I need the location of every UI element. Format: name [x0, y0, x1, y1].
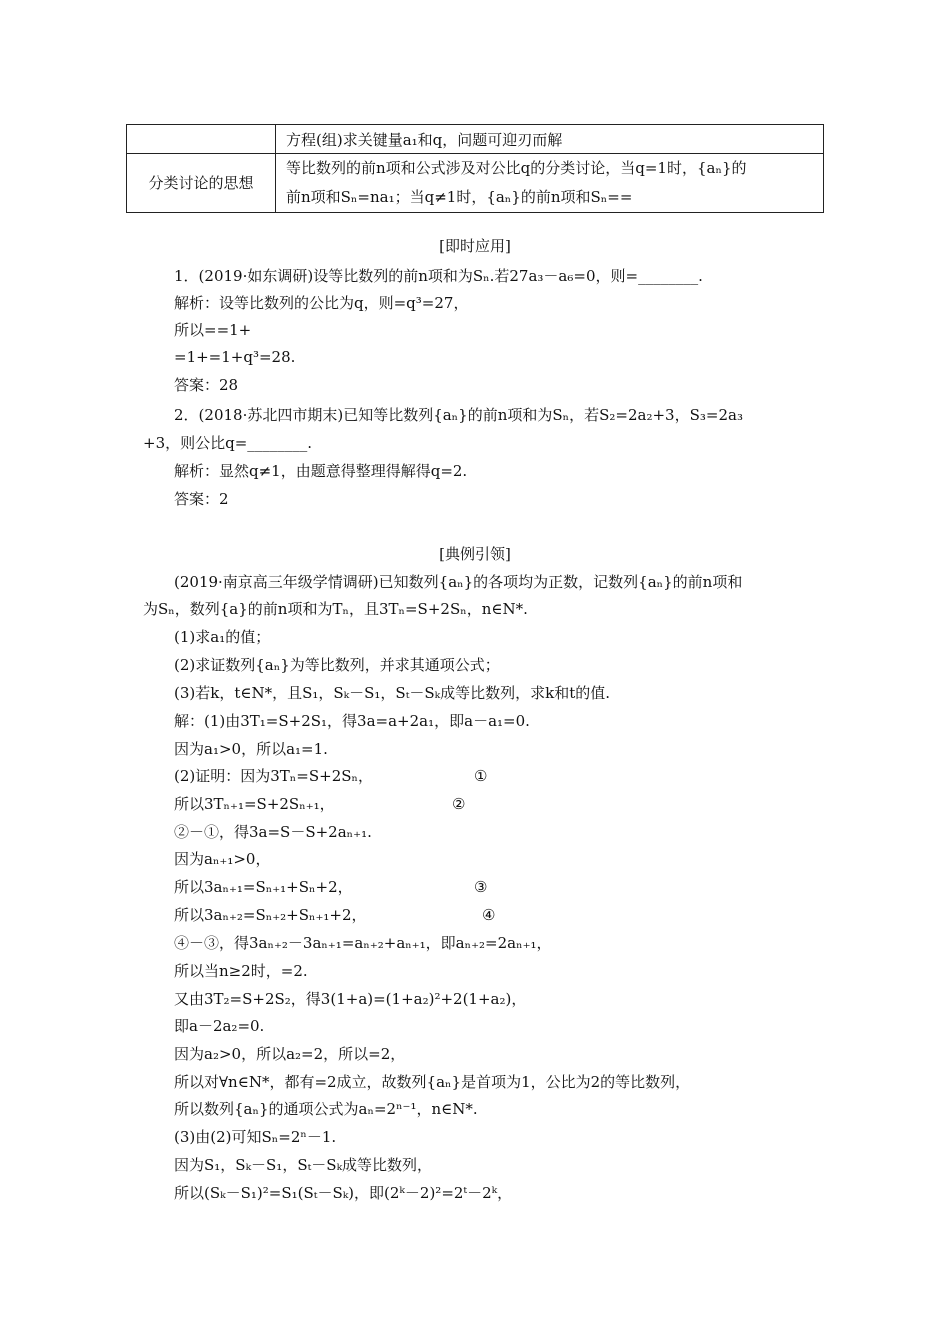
text-line: 2．(2018·苏北四市期末)已知等比数列{aₙ}的前n项和为Sₙ，若S₂=2a₂+3，S₃=2a₃	[174, 406, 743, 424]
text-line: (2)求证数列{aₙ}为等比数列，并求其通项公式；	[174, 656, 500, 674]
text-line: 即a－2a₂=0.	[174, 1017, 265, 1035]
text-line: 解：(1)由3T₁=S+2S₁，得3a=a+2a₁，即a－a₁=0.	[174, 712, 530, 730]
text-line: ②－①，得3a=S－S+2aₙ₊₁.	[174, 823, 372, 841]
text-line: 因为aₙ₊₁>0，	[174, 850, 271, 868]
text-line: (2)证明：因为3Tₙ=S+2Sₙ，	[174, 767, 374, 785]
text-line: 所以3aₙ₊₂=Sₙ₊₂+Sₙ₊₁+2，	[174, 906, 367, 924]
text-line: 为Sₙ，数列{a}的前n项和为Tₙ，且3Tₙ=S+2Sₙ，n∈N*.	[143, 600, 528, 618]
text-line: 又由3T₂=S+2S₂，得3(1+a)=(1+a₂)²+2(1+a₂)，	[174, 990, 527, 1008]
text-line: =1+=1+q³=28.	[174, 348, 296, 366]
table-cell: 分类讨论的思想	[127, 154, 276, 213]
table-cell-line: 等比数列的前n项和公式涉及对公比q的分类讨论，当q=1时，{aₙ}的	[286, 159, 747, 177]
text-line: 所以数列{aₙ}的通项公式为aₙ=2ⁿ⁻¹，n∈N*.	[174, 1100, 478, 1118]
table-row	[127, 125, 824, 154]
text-line: 因为S₁，Sₖ－S₁，Sₜ－Sₖ成等比数列，	[174, 1156, 433, 1174]
table-cell-line: 前n项和Sₙ=na₁；当q≠1时，{aₙ}的前n项和Sₙ==	[286, 188, 633, 206]
equation-marker: ②	[452, 795, 466, 813]
equation-marker: ④	[482, 906, 496, 924]
text-line: 所以对∀n∈N*，都有=2成立，故数列{aₙ}是首项为1，公比为2的等比数列，	[174, 1073, 691, 1091]
table-cell	[276, 154, 824, 213]
text-line: 因为a₂>0，所以a₂=2，所以=2，	[174, 1045, 406, 1063]
text-line: 解析：设等比数列的公比为q，则=q³=27，	[174, 294, 469, 312]
text-line: 所以3aₙ₊₁=Sₙ₊₁+Sₙ+2，	[174, 878, 353, 896]
table-cell	[127, 125, 276, 154]
section-title: [即时应用]	[439, 237, 511, 255]
text-line: 所以当n≥2时，=2.	[174, 962, 308, 980]
text-line: 解析：显然q≠1，由题意得整理得解得q=2.	[174, 462, 468, 480]
text-line: ④－③，得3aₙ₊₂－3aₙ₊₁=aₙ₊₂+aₙ₊₁，即aₙ₊₂=2aₙ₊₁，	[174, 934, 552, 952]
text-line: (2019·南京高三年级学情调研)已知数列{aₙ}的各项均为正数，记数列{aₙ}的前n项和	[174, 573, 743, 591]
text-line: 1．(2019·如东调研)设等比数列的前n项和为Sₙ.若27a₃－a₆=0，则=________.	[174, 267, 703, 285]
equation-marker: ①	[474, 767, 488, 785]
text-line: 所以3Tₙ₊₁=S+2Sₙ₊₁，	[174, 795, 335, 813]
text-line: (3)由(2)可知Sₙ=2ⁿ－1.	[174, 1128, 337, 1146]
text-line: (1)求a₁的值；	[174, 628, 271, 646]
text-line: 答案：2	[174, 490, 229, 508]
method-table	[126, 124, 824, 213]
equation-marker: ③	[474, 878, 488, 896]
text-line: 所以==1+	[174, 321, 252, 339]
text-line: +3，则公比q=________.	[143, 434, 313, 452]
table-row	[127, 154, 824, 213]
text-line: 因为a₁>0，所以a₁=1.	[174, 740, 328, 758]
text-line: 所以(Sₖ－S₁)²=S₁(Sₜ－Sₖ)，即(2ᵏ－2)²=2ᵗ－2ᵏ，	[174, 1184, 513, 1202]
text-line: (3)若k，t∈N*，且S₁，Sₖ－S₁，Sₜ－Sₖ成等比数列，求k和t的值.	[174, 684, 611, 702]
text-line: 答案：28	[174, 376, 239, 394]
section-title: [典例引领]	[439, 545, 511, 563]
table-cell: 方程(组)求关键量a₁和q，问题可迎刃而解	[276, 125, 824, 154]
